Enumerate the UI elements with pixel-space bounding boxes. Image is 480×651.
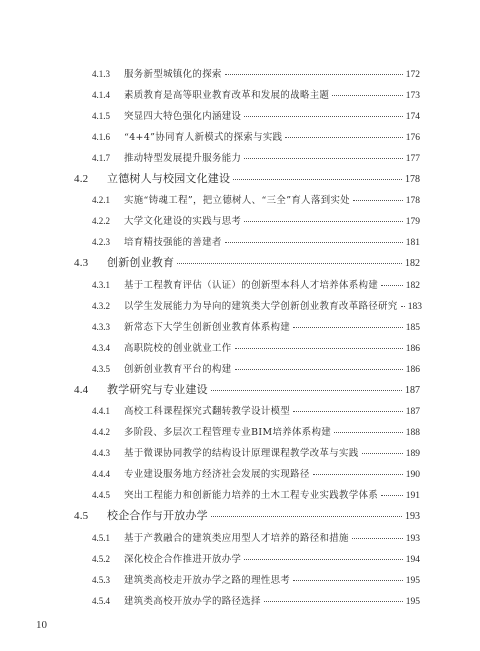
- toc-entry-title: 建筑类高校走开放办学之路的理性思考: [124, 575, 291, 586]
- toc-entry-page: 190: [405, 470, 420, 480]
- toc-entry-page: 178: [405, 196, 420, 206]
- toc-entry-number: 4.1.6: [92, 132, 110, 142]
- toc-entry-row[interactable]: [92, 298, 420, 312]
- toc-entry-row[interactable]: [92, 319, 420, 333]
- dot-leader: [225, 242, 403, 243]
- toc-entry-title: 突出工程能力和创新能力培养的土木工程专业实践教学体系: [124, 490, 379, 501]
- toc-section-row[interactable]: [74, 507, 420, 523]
- toc-section-row[interactable]: [74, 254, 420, 270]
- toc-entry-page: 174: [405, 112, 420, 122]
- toc-entry-row[interactable]: [92, 340, 420, 354]
- toc-entry-row[interactable]: [92, 66, 420, 80]
- dot-leader: [381, 285, 403, 286]
- toc-entry-title: 高职院校的创业就业工作: [124, 343, 232, 354]
- toc-entry-number: 4.4.5: [92, 490, 110, 500]
- toc-entry-title: 创新创业教育平台的构建: [124, 364, 232, 375]
- dot-leader: [381, 495, 403, 496]
- toc-entry-page: 194: [405, 555, 420, 565]
- toc-entry-page: 195: [405, 597, 420, 607]
- toc-entry-row[interactable]: [92, 403, 420, 417]
- dot-leader: [244, 559, 402, 560]
- toc-entry-number: 4.5: [74, 510, 89, 522]
- toc-entry-page: 183: [407, 302, 422, 312]
- dot-leader: [233, 179, 402, 180]
- toc-entry-number: 4.4: [74, 384, 89, 396]
- toc-entry-page: 179: [405, 217, 420, 227]
- toc-entry-title: 突显四大特色强化内涵建设: [124, 111, 242, 122]
- dot-leader: [177, 263, 402, 264]
- toc-entry-page: 176: [405, 133, 420, 143]
- toc-entry-row[interactable]: [92, 87, 420, 101]
- dot-leader: [244, 116, 402, 117]
- toc-entry-title: 教学研究与专业建设: [107, 383, 208, 396]
- toc-entry-title: 大学文化建设的实践与思考: [124, 216, 242, 227]
- toc-section-row[interactable]: [74, 381, 420, 397]
- toc-entry-title: 建筑类高校开放办学的路径选择: [124, 596, 261, 607]
- toc-entry-page: 186: [405, 365, 420, 375]
- toc-entry-page: 193: [405, 534, 420, 544]
- dot-leader: [332, 95, 402, 96]
- toc-entry-row[interactable]: [92, 424, 420, 438]
- toc-entry-title: 推动特型发展提升服务能力: [124, 153, 242, 164]
- toc-section-row[interactable]: [74, 170, 420, 186]
- toc-entry-number: 4.2.2: [92, 216, 110, 226]
- toc-entry-number: 4.4.3: [92, 448, 110, 458]
- dot-leader: [293, 580, 403, 581]
- toc-entry-page: 191: [405, 491, 420, 501]
- toc-entry-title: 专业建设服务地方经济社会发展的实现路径: [124, 469, 310, 480]
- dot-leader: [235, 348, 403, 349]
- toc-entry-title: 以学生发展能力为导向的建筑类大学创新创业教育改革路径研究: [124, 301, 398, 312]
- dot-leader: [244, 158, 402, 159]
- toc-entry-page: 181: [405, 238, 420, 248]
- toc-entry-row[interactable]: [92, 213, 420, 227]
- toc-entry-title: “4+4”协同育人新模式的探索与实践: [124, 132, 283, 143]
- toc-entry-number: 4.2.3: [92, 237, 110, 247]
- toc-entry-number: 4.5.4: [92, 596, 110, 606]
- toc-entry-page: 185: [405, 323, 420, 333]
- toc-entry-row[interactable]: [92, 361, 420, 375]
- toc-entry-number: 4.5.1: [92, 533, 110, 543]
- toc-entry-row[interactable]: [92, 551, 420, 565]
- toc-entry-row[interactable]: [92, 150, 420, 164]
- dot-leader: [293, 411, 403, 412]
- toc-entry-title: 素质教育是高等职业教育改革和发展的战略主题: [124, 90, 330, 101]
- toc-entry-title: 新常态下大学生创新创业教育体系构建: [124, 322, 291, 333]
- toc-entry-number: 4.1.3: [92, 69, 110, 79]
- toc-entry-number: 4.1.7: [92, 153, 110, 163]
- toc-entry-title: 服务新型城镇化的探索: [124, 69, 222, 80]
- toc-entry-page: 177: [405, 154, 420, 164]
- toc-entry-row[interactable]: [92, 572, 420, 586]
- toc-entry-page: 182: [405, 258, 420, 269]
- toc-entry-row[interactable]: [92, 445, 420, 459]
- toc-entry-page: 195: [405, 576, 420, 586]
- toc-entry-page: 186: [405, 344, 420, 354]
- dot-leader: [353, 200, 403, 201]
- toc-entry-row[interactable]: [92, 108, 420, 122]
- toc-entry-title: 培育精技强能的善建者: [124, 237, 222, 248]
- toc-entry-row[interactable]: [92, 277, 420, 291]
- toc-entry-number: 4.1.5: [92, 111, 110, 121]
- toc-entry-title: 多阶段、多层次工程管理专业BIM培养体系构建: [124, 427, 332, 438]
- toc-entry-page: 187: [405, 407, 420, 417]
- toc-entry-row[interactable]: [92, 593, 420, 607]
- toc-entry-page: 178: [405, 174, 420, 185]
- toc-entry-page: 182: [405, 281, 420, 291]
- toc-entry-number: 4.3.4: [92, 343, 110, 353]
- toc-entry-title: 高校工科课程探究式翻转教学设计模型: [124, 406, 291, 417]
- dot-leader: [264, 601, 403, 602]
- dot-leader: [293, 327, 403, 328]
- dot-leader: [401, 306, 405, 307]
- dot-leader: [313, 474, 403, 475]
- toc-entry-number: 4.4.4: [92, 469, 110, 479]
- toc-entry-page: 189: [405, 449, 420, 459]
- toc-entry-number: 4.5.3: [92, 575, 110, 585]
- toc-entry-page: 193: [405, 511, 420, 522]
- dot-leader: [235, 369, 403, 370]
- toc-entry-row[interactable]: [92, 234, 420, 248]
- toc-entry-title: 深化校企合作推进开放办学: [124, 554, 242, 565]
- dot-leader: [334, 432, 403, 433]
- toc-entry-number: 4.4.2: [92, 427, 110, 437]
- toc-entry-number: 4.3.1: [92, 280, 110, 290]
- toc-entry-number: 4.3: [74, 257, 89, 269]
- toc-entry-title: 立德树人与校园文化建设: [107, 172, 231, 185]
- dot-leader: [211, 390, 402, 391]
- toc-entry-row[interactable]: [92, 129, 420, 143]
- toc-entry-page: 187: [405, 385, 420, 396]
- dot-leader: [362, 453, 403, 454]
- dot-leader: [285, 137, 402, 138]
- dot-leader: [211, 516, 402, 517]
- toc-entry-title: 基于微课协同教学的结构设计原理课程教学改革与实践: [124, 448, 359, 459]
- toc-entry-number: 4.4.1: [92, 406, 110, 416]
- toc-entry-row[interactable]: [92, 466, 420, 480]
- toc-entry-number: 4.3.3: [92, 322, 110, 332]
- toc-entry-page: 188: [405, 428, 420, 438]
- dot-leader: [225, 74, 403, 75]
- toc-entry-number: 4.1.4: [92, 90, 110, 100]
- toc-entry-title: 实施“铸魂工程”，把立德树人、“三全”育人落到实处: [124, 195, 351, 206]
- toc-entry-number: 4.3.2: [92, 301, 110, 311]
- toc-entry-row[interactable]: [92, 530, 420, 544]
- page-number: 10: [36, 619, 47, 631]
- toc-entry-title: 基于产教融合的建筑类应用型人才培养的路径和措施: [124, 533, 349, 544]
- toc-entry-number: 4.2.1: [92, 195, 110, 205]
- toc-entry-title: 基于工程教育评估（认证）的创新型本科人才培养体系构建: [124, 280, 379, 291]
- toc-entry-page: 172: [405, 70, 420, 80]
- dot-leader: [244, 221, 402, 222]
- toc-entry-number: 4.3.5: [92, 364, 110, 374]
- toc-entry-row[interactable]: [92, 192, 420, 206]
- toc-entry-number: 4.5.2: [92, 554, 110, 564]
- toc-entry-row[interactable]: [92, 487, 420, 501]
- toc-entry-number: 4.2: [74, 173, 89, 185]
- toc-entry-page: 173: [405, 91, 420, 101]
- dot-leader: [352, 538, 403, 539]
- toc-entry-title: 创新创业教育: [107, 256, 175, 269]
- toc-entry-title: 校企合作与开放办学: [107, 509, 208, 522]
